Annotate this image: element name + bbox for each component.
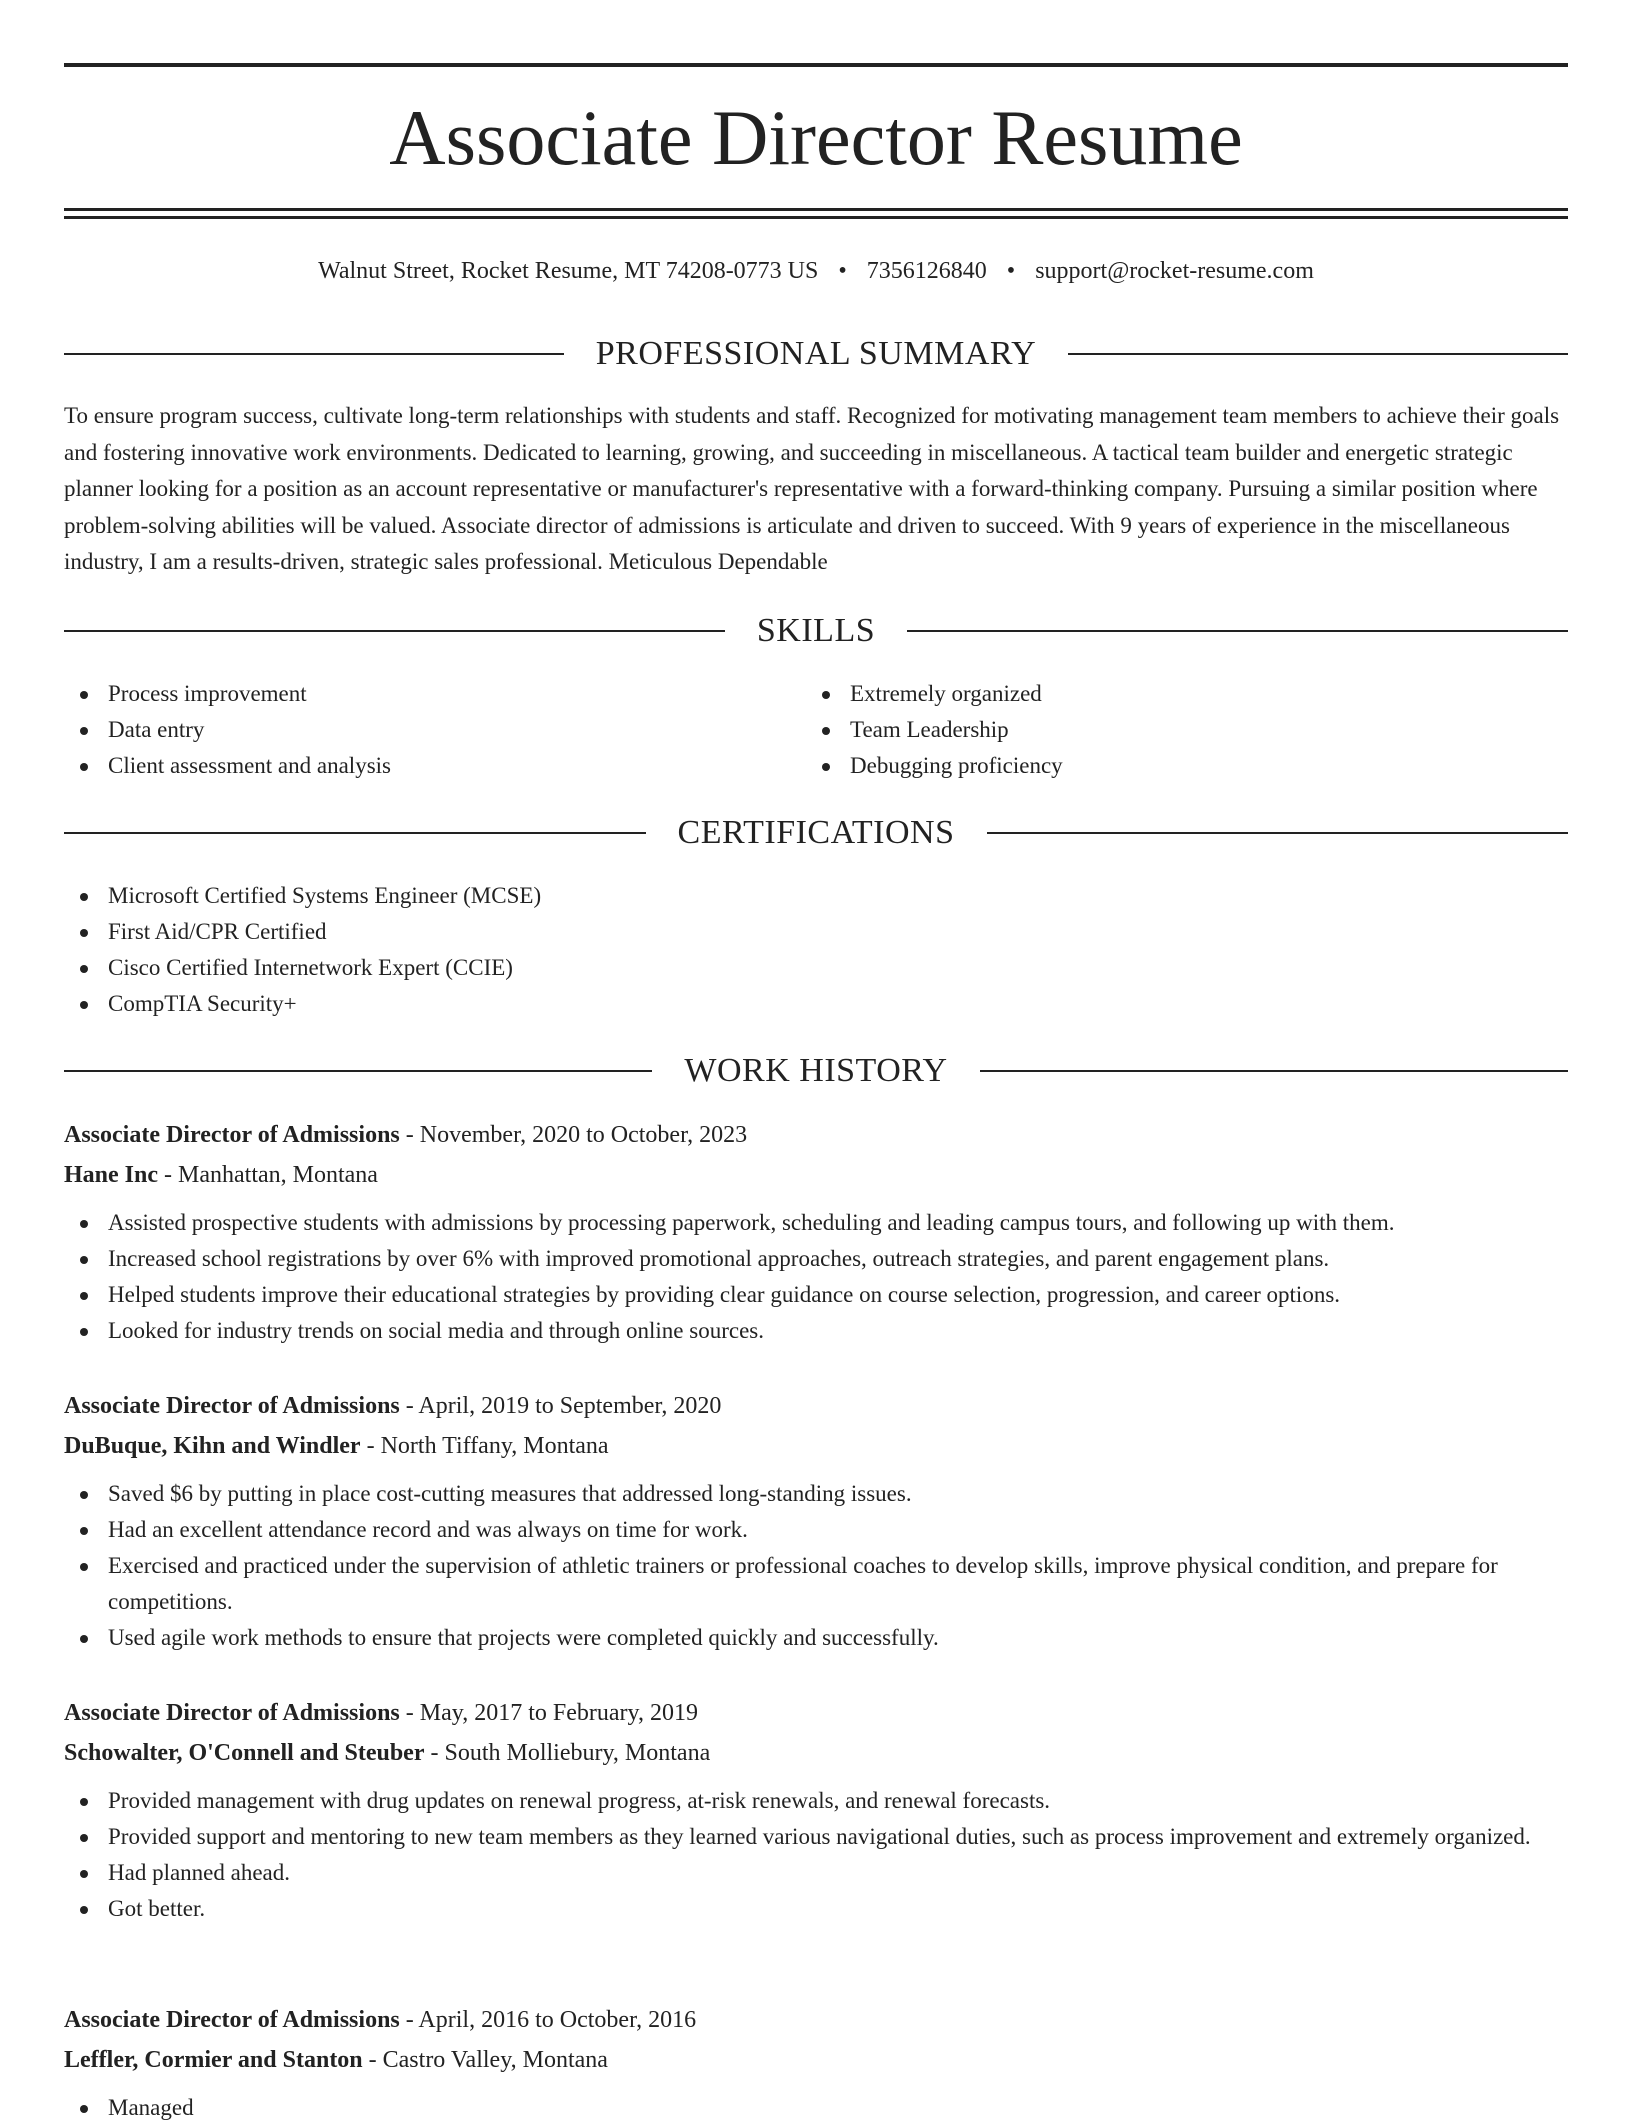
certification-item: Cisco Certified Internetwork Expert (CCIE) <box>64 950 1464 986</box>
certification-item: First Aid/CPR Certified <box>64 914 1464 950</box>
job-title-line <box>64 1386 1568 1426</box>
heading-rule <box>64 353 564 355</box>
title-double-rule-bottom <box>64 216 1568 219</box>
heading-rule <box>1068 353 1568 355</box>
job-bullet: Exercised and practiced under the supervision of athletic trainers or professional coaches to develop skills, improve physical condition, and prepare for competitions. <box>64 1548 1568 1620</box>
skills-list-left <box>64 676 764 784</box>
job-entry <box>64 2000 1568 2126</box>
job-bullets <box>64 1783 1568 1927</box>
job-bullet: Had planned ahead. <box>64 1855 1568 1891</box>
heading-rule <box>64 832 646 834</box>
job-bullet: Increased school registrations by over 6% with improved promotional approaches, outreach strategies, and parent engagement plans. <box>64 1241 1568 1277</box>
page-title: Associate Director Resume <box>389 94 1243 181</box>
summary-text: To ensure program success, cultivate long-term relationships with students and staff. Recognized for motivating management team members to achieve their goals and fostering innovative work environments. Dedicated to learning, growing, and succeeding in miscellaneous. A tactical team builder and energetic strategic planner looking for a position as an account representative or manufacturer's representative with a forward-thinking company. Pursuing a similar position where problem-solving abilities will be valued. Associate director of admissions is articulate and driven to succeed. With 9 years of experience in the miscellaneous industry, I am a results-driven, strategic sales professional. Meticulous Dependable <box>64 403 1560 574</box>
section-title: WORK HISTORY <box>684 1052 948 1089</box>
job-company: DuBuque, Kihn and Windler <box>64 1433 361 1459</box>
job-title: Associate Director of Admissions <box>64 2007 400 2033</box>
job-entry <box>64 1115 1568 1349</box>
job-entry <box>64 1693 1568 1927</box>
certification-item: CompTIA Security+ <box>64 986 1464 1022</box>
job-title-line <box>64 2000 1568 2040</box>
job-bullets <box>64 2090 1568 2126</box>
job-location: - South Molliebury, Montana <box>424 1740 711 1766</box>
job-dates: - November, 2020 to October, 2023 <box>399 1122 748 1148</box>
job-bullets <box>64 1476 1568 1656</box>
contact-email: support@rocket-resume.com <box>1035 258 1314 284</box>
heading-rule <box>907 630 1568 632</box>
job-bullet: Provided management with drug updates on renewal progress, at-risk renewals, and renewal forecasts. <box>64 1783 1568 1819</box>
job-location: - Manhattan, Montana <box>158 1162 378 1188</box>
section-heading-certifications <box>64 813 1568 853</box>
job-bullet: Had an excellent attendance record and was always on time for work. <box>64 1512 1568 1548</box>
job-dates: - May, 2017 to February, 2019 <box>399 1700 698 1726</box>
job-entry <box>64 1386 1568 1656</box>
skill-item: Extremely organized <box>806 676 1506 712</box>
title-double-rule-top <box>64 208 1568 211</box>
job-company-line <box>64 2040 1568 2080</box>
contact-separator: • <box>838 258 847 284</box>
certification-item: Microsoft Certified Systems Engineer (MCSE) <box>64 878 1464 914</box>
job-company-line <box>64 1155 1568 1195</box>
skill-item: Client assessment and analysis <box>64 748 764 784</box>
section-title: SKILLS <box>756 612 876 649</box>
job-bullet: Used agile work methods to ensure that projects were completed quickly and successfully. <box>64 1620 1568 1656</box>
heading-rule <box>987 832 1569 834</box>
skills-list-right <box>806 676 1506 784</box>
job-location: - Castro Valley, Montana <box>362 2047 608 2073</box>
job-company: Hane Inc <box>64 1162 159 1188</box>
job-location: - North Tiffany, Montana <box>360 1433 609 1459</box>
contact-line <box>64 254 1568 288</box>
job-bullet: Managed <box>64 2090 1568 2126</box>
skill-item: Debugging proficiency <box>806 748 1506 784</box>
job-bullet: Got better. <box>64 1891 1568 1927</box>
job-company: Leffler, Cormier and Stanton <box>64 2047 363 2073</box>
job-title-line <box>64 1115 1568 1155</box>
heading-rule <box>980 1070 1568 1072</box>
job-dates: - April, 2016 to October, 2016 <box>399 2007 697 2033</box>
contact-phone: 7356126840 <box>866 258 987 284</box>
job-company: Schowalter, O'Connell and Steuber <box>64 1740 425 1766</box>
section-title: CERTIFICATIONS <box>677 814 955 851</box>
section-title: PROFESSIONAL SUMMARY <box>595 335 1037 372</box>
job-bullet: Saved $6 by putting in place cost-cutting measures that addressed long-standing issues. <box>64 1476 1568 1512</box>
skill-item: Data entry <box>64 712 764 748</box>
skill-item: Process improvement <box>64 676 764 712</box>
job-bullet: Assisted prospective students with admissions by processing paperwork, scheduling and leading campus tours, and following up with them. <box>64 1205 1568 1241</box>
job-title: Associate Director of Admissions <box>64 1122 400 1148</box>
section-heading-skills <box>64 611 1568 651</box>
job-company-line <box>64 1733 1568 1773</box>
top-rule <box>64 63 1568 67</box>
skill-item: Team Leadership <box>806 712 1506 748</box>
job-company-line <box>64 1426 1568 1466</box>
certifications-list <box>64 878 1464 1022</box>
contact-separator: • <box>1006 258 1016 284</box>
job-dates: - April, 2019 to September, 2020 <box>399 1393 722 1419</box>
job-title: Associate Director of Admissions <box>64 1393 400 1419</box>
job-bullet: Helped students improve their educational strategies by providing clear guidance on course selection, progression, and career options. <box>64 1277 1568 1313</box>
contact-address: Walnut Street, Rocket Resume, MT 74208-0773 US <box>318 258 819 284</box>
heading-rule <box>64 1070 652 1072</box>
job-title: Associate Director of Admissions <box>64 1700 400 1726</box>
job-title-line <box>64 1693 1568 1733</box>
section-heading-work-history <box>64 1051 1568 1091</box>
heading-rule <box>64 630 725 632</box>
job-bullet: Provided support and mentoring to new team members as they learned various navigational duties, such as process improvement and extremely organized. <box>64 1819 1568 1855</box>
section-heading-summary <box>64 334 1568 374</box>
job-bullets <box>64 1205 1568 1349</box>
job-bullet: Looked for industry trends on social media and through online sources. <box>64 1313 1568 1349</box>
